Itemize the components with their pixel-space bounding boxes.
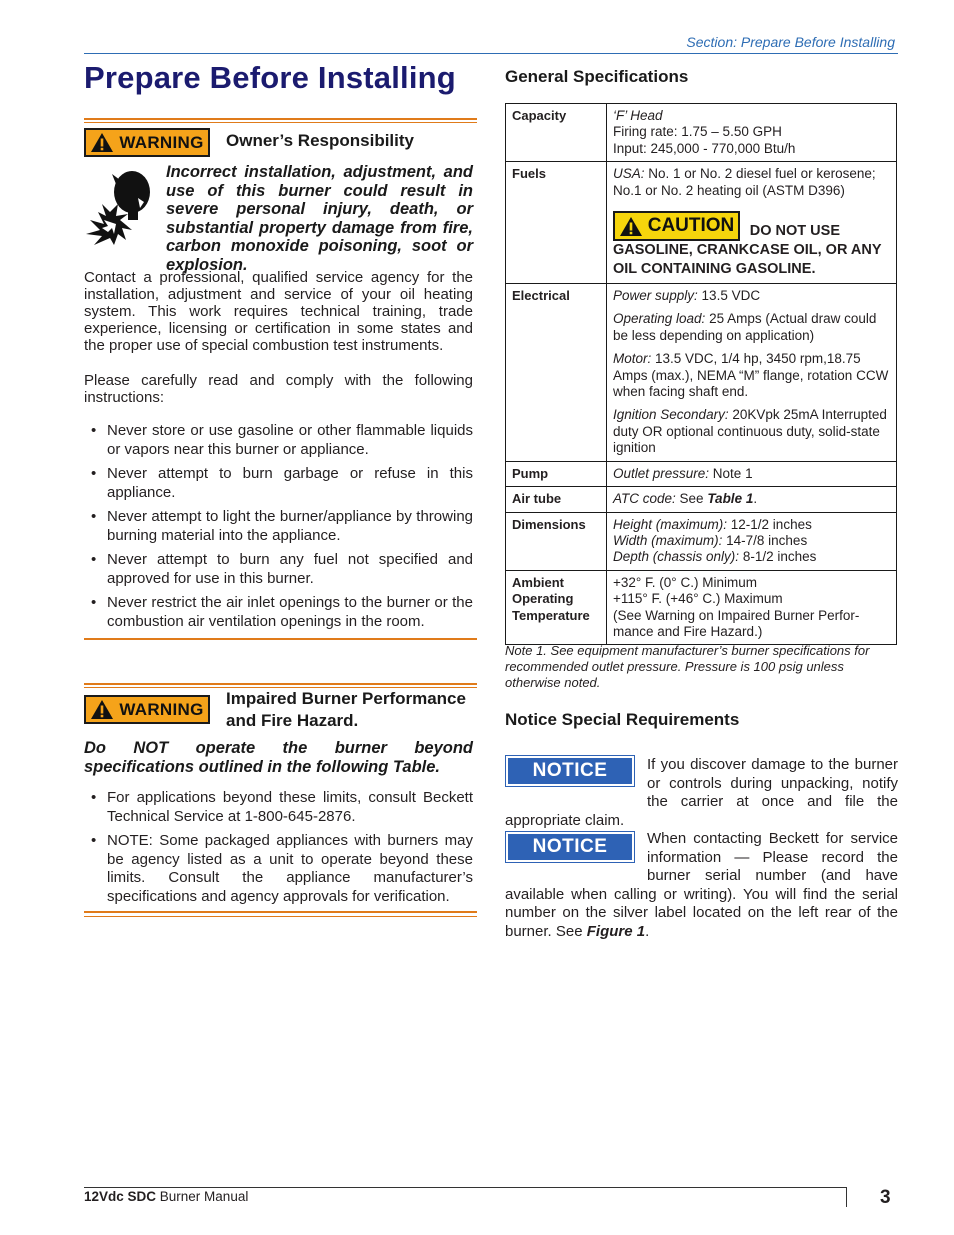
impaired-warning-badge [84,695,210,724]
owners-top-rule [84,118,477,120]
owners-bottom-rule [84,638,477,640]
footer-divider [846,1187,847,1207]
list-item: • Never attempt to burn any fuel not specified and approved for use in this burner. [91,551,473,587]
fuels-usa: USA: No. 1 or No. 2 diesel fuel or kerosene; No.1 or No. 2 heating oil (ASTM D396) [613,166,876,198]
table-1-reference: Table 1 [707,491,754,507]
capacity-input: Input: 245,000 - 770,000 Btu/h [613,140,796,156]
table-row [506,162,897,284]
list-item: • NOTE: Some packaged appliances with burners may be agency listed as a unit to operate beyond these limits. Consult the appliance manufacturer’s specifications and agency approvals for verification. [91,832,473,905]
specs-heading: General Specifications [505,67,689,86]
list-item: • Never attempt to light the burner/appliance by throwing burning material into the appliance. [91,508,473,544]
table-row [506,487,897,512]
owners-para2: Please carefully read and comply with the following instructions: [84,372,473,406]
electrical-power: Power supply: 13.5 VDC [613,288,761,304]
owners-para1: Contact a professional, qualified service agency for the installation, adjustment and service of your oil heating system. This work requires technical training, trade experience, licensing or certification in some states and the proper use of special combustion test instruments. [84,269,473,354]
owners-warning-label: WARNING [119,132,204,152]
spec-label-fuels: Fuels [506,162,607,284]
spec-value-dimensions: Height (maximum): 12-1/2 inches Width (maximum): 14-7/8 inches Depth (chassis only): 8-1/2 inches [607,512,897,570]
explosion-hazard-icon [84,168,158,246]
notice-1-text: If you discover damage to the burner or controls during unpacking, notify the carrier at once and file the appropriate claim. [505,756,898,829]
warning-triangle-icon [619,216,643,237]
spec-label-air-tube: Air tube [506,487,607,512]
figure-1-reference: Figure 1 [586,922,646,940]
owners-hazard-text: Incorrect installation, adjustment, and use of this burner could result in severe personal injury, death, or substantial property damage from fire, carbon monoxide poisoning, soot or explosion. [166,163,473,274]
page-number: 3 [880,1187,891,1208]
electrical-motor: Motor: 13.5 VDC, 1/4 hp, 3450 rpm,18.75 Amps (max.), NEMA “M” flange, rotation CCW when facing shaft end. [613,351,889,400]
table-row [506,284,897,462]
notice-2-text: When contacting Beckett for service information — Please record the burner serial number (and have available when calling or writing). You will find the serial number on the silver label located on the left rear of the burner. See Figure 1. [505,830,898,940]
impaired-heading [226,688,476,732]
notice-heading: Notice Special Requirements [505,710,740,729]
owners-warning-badge [84,128,210,157]
warning-triangle-icon [90,132,114,153]
spec-value-fuels [607,162,897,284]
impaired-bullet-list [84,789,473,912]
list-item: • For applications beyond these limits, consult Beckett Technical Service at 1-800-645-2876. [91,789,473,825]
spec-label-electrical: Electrical [506,284,607,462]
page-title: Prepare Before Installing [84,60,456,95]
caution-text-2: GASOLINE, CRANKCASE OIL, OR ANY OIL CONTAINING GASOLINE. [613,242,882,278]
impaired-hazard-text: Do NOT operate the burner beyond specifications outlined in the following Table. [84,739,473,776]
list-item: • Never attempt to burn garbage or refuse in this appliance. [91,465,473,501]
impaired-heading-line2: and Fire Hazard. [226,711,359,730]
list-item: • Never store or use gasoline or other flammable liquids or vapors near this burner or appliance. [91,422,473,458]
electrical-ignition: Ignition Secondary: 20KVpk 25mA Interrupted duty OR optional continuous duty, solid-state ignition [613,407,887,456]
impaired-bottom-rule-thin [84,916,477,917]
table-row [506,512,897,570]
caution-text-1: DO NOT USE [749,223,840,240]
table-row [506,570,897,645]
specs-note1: Note 1. See equipment manufacturer’s burner specifications for recommended outlet pressure. Pressure is 100 psig unless otherwise noted. [505,643,870,690]
impaired-top-rule [84,683,477,685]
spec-value-capacity [607,104,897,162]
capacity-head: ‘F’ Head [613,108,663,123]
notice-label: NOTICE [532,836,608,857]
owners-top-rule-thin [84,122,477,123]
specs-table [505,103,897,645]
impaired-bottom-rule [84,911,477,913]
footer-rule [84,1187,846,1188]
impaired-heading-line1: Impaired Burner Performance [226,689,466,708]
impaired-warning-label: WARNING [119,699,204,719]
spec-label-ambient: Ambient Operating Temperature [506,570,607,645]
header-rule [84,53,898,54]
spec-label-dimensions: Dimensions [506,512,607,570]
table-row [506,461,897,486]
spec-value-air-tube: ATC code: See Table 1. [607,487,897,512]
table-row [506,104,897,162]
spec-value-electrical [607,284,897,462]
spec-label-pump: Pump [506,461,607,486]
caution-label: CAUTION [647,214,735,236]
fuels-caution [613,211,890,279]
section-header: Section: Prepare Before Installing [686,34,895,50]
caution-badge [613,211,740,241]
electrical-load: Operating load: 25 Amps (Actual draw could be less depending on application) [613,311,877,343]
spec-value-ambient: +32° F. (0° C.) Minimum +115° F. (+46° C.) Maximum (See Warning on Impaired Burner Perfor-mance and Fire Hazard.) [607,570,897,645]
spec-label-capacity: Capacity [506,104,607,162]
list-item: • Never restrict the air inlet openings to the burner or the combustion air ventilation openings in the room. [91,594,473,630]
warning-triangle-icon [90,699,114,720]
capacity-firing-rate: Firing rate: 1.75 – 5.50 GPH [613,124,782,140]
notice-label: NOTICE [532,760,608,781]
spec-value-pump: Outlet pressure: Note 1 [607,461,897,486]
owners-bullet-list [84,422,473,637]
footer-manual-title: 12Vdc SDC Burner Manual [84,1189,249,1204]
owners-heading: Owner’s Responsibility [226,131,414,150]
